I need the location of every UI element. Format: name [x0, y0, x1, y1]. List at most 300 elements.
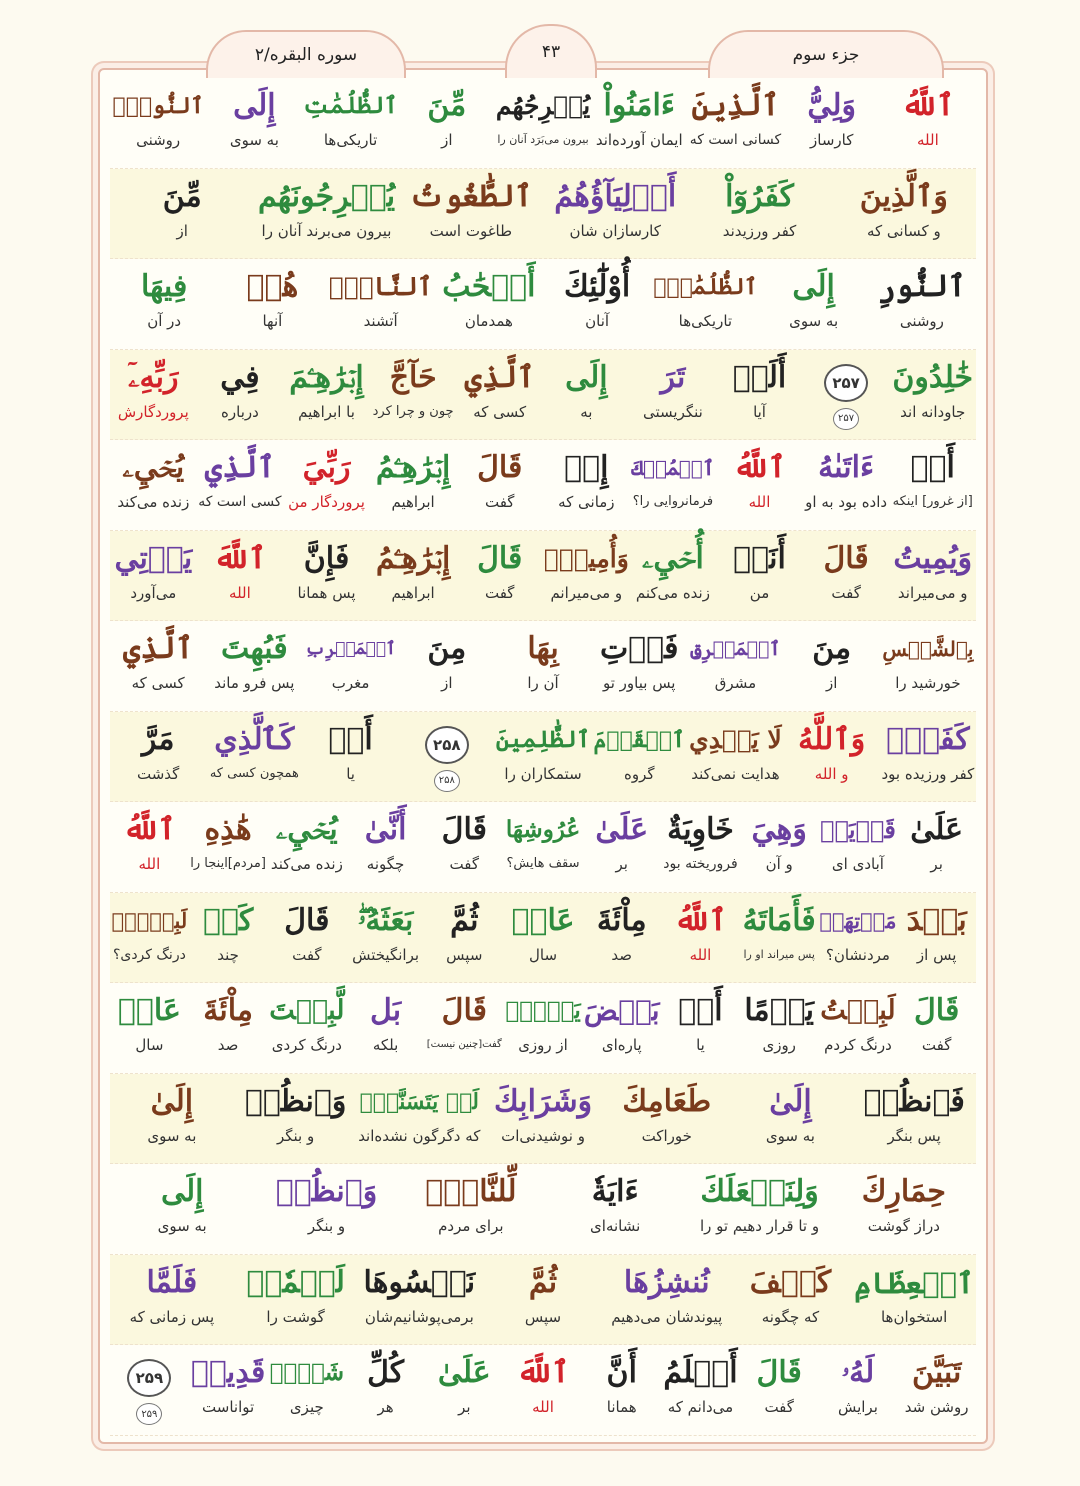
arabic-word: ثُمَّ	[528, 1264, 558, 1300]
word-cell	[582, 893, 661, 983]
arabic-word: ثُمَّ	[450, 902, 479, 938]
arabic-word: لَّبِثۡتَ	[269, 995, 345, 1026]
word-cell	[206, 712, 302, 802]
juz-label: جزء سوم	[708, 30, 944, 78]
persian-translation: و تا قرار دهیم تو را	[699, 1217, 820, 1235]
persian-translation: الله	[748, 493, 771, 511]
arabic-word: فِيهَا	[140, 269, 188, 304]
persian-translation: الله	[689, 945, 712, 964]
persian-translation: الله	[138, 855, 161, 873]
persian-translation: خورشید را	[895, 674, 961, 692]
persian-translation: بیرون می‌بَرَد آنان را	[497, 133, 589, 146]
word-cell	[543, 1164, 687, 1254]
arabic-word: وَٱنظُرۡ	[275, 1174, 378, 1209]
word-cell	[740, 802, 819, 892]
persian-translation: مشرق	[714, 674, 757, 692]
word-cell	[110, 1074, 234, 1164]
word-cell	[543, 350, 630, 440]
arabic-word: أَصۡحَٰبُ	[442, 269, 536, 304]
word-cell	[687, 621, 783, 711]
persian-translation: الله	[532, 1398, 554, 1416]
verse-number: ۲۵۹	[127, 1359, 171, 1397]
persian-translation: روشن شد	[904, 1398, 969, 1416]
arabic-word: كَفَرُوٓاْ	[725, 178, 794, 214]
persian-translation: برایش	[837, 1398, 878, 1416]
word-cell	[819, 983, 898, 1073]
persian-translation: کسی است که	[198, 494, 282, 510]
persian-translation: همدمان	[464, 312, 513, 330]
word-cell	[254, 1164, 398, 1254]
arabic-word: بَل	[370, 993, 402, 1028]
word-cell	[110, 440, 197, 530]
word-cell	[399, 169, 543, 259]
arabic-word: إِلَى	[792, 269, 835, 304]
persian-translation: به سوی	[229, 131, 279, 149]
persian-translation: یا	[346, 764, 355, 783]
persian-translation: گفت	[921, 1036, 952, 1054]
persian-translation: زنده می‌کند	[270, 855, 343, 873]
arabic-word: إِذۡ	[564, 450, 609, 485]
word-cell	[189, 1345, 268, 1435]
verse-line	[110, 802, 976, 893]
word-cell	[740, 983, 819, 1073]
word-cell	[582, 1345, 661, 1435]
persian-translation: مردنشان؟	[825, 945, 890, 964]
word-cell	[399, 1164, 543, 1254]
word-cell	[327, 259, 435, 349]
word-cell	[605, 1255, 729, 1345]
word-cell	[716, 350, 803, 440]
arabic-word: قَدِيرٞ	[190, 1355, 266, 1390]
word-cell	[687, 712, 783, 802]
persian-translation: گفت	[484, 583, 515, 602]
word-cell	[189, 893, 268, 983]
verse-line	[110, 78, 976, 169]
persian-translation: پیوندشان می‌دهیم	[611, 1307, 723, 1326]
word-cell	[504, 983, 583, 1073]
word-cell	[897, 802, 976, 892]
arabic-word: أَوۡ	[678, 993, 723, 1028]
arabic-word: لَحۡمٗاۚ	[246, 1264, 345, 1300]
persian-translation: پس همانا	[297, 583, 356, 602]
arabic-word: رَبِّهِۦٓ	[128, 359, 179, 395]
arabic-word: هَٰذِهِ	[204, 812, 252, 847]
verse-line	[110, 1074, 976, 1165]
persian-translation: پس زمانی که	[129, 1307, 215, 1326]
verse-line	[110, 712, 976, 803]
word-cell	[283, 531, 370, 621]
persian-translation: تواناست	[202, 1398, 255, 1416]
arabic-word: قَالَ	[477, 450, 523, 485]
persian-translation: پس بیاور تو	[602, 674, 676, 692]
verse-line	[110, 169, 976, 260]
arabic-word: قَالَ	[914, 993, 960, 1028]
arabic-word: مِّنَ	[162, 178, 202, 214]
arabic-word: مَرَّ	[141, 721, 175, 757]
word-cell	[456, 350, 543, 440]
arabic-word: لِّلنَّاسِۖ	[425, 1174, 517, 1209]
persian-translation: برای مردم	[438, 1217, 504, 1235]
arabic-word: عَلَىٰ	[910, 812, 964, 847]
verse-number: ۲۵۷	[824, 364, 868, 402]
arabic-word: ءَايَةٗ	[591, 1174, 639, 1209]
arabic-word: وَٱللَّهُ	[798, 721, 866, 757]
persian-translation: و نوشیدنی‌ات	[501, 1126, 585, 1145]
arabic-word: تَرَ	[660, 359, 686, 395]
arabic-word: ٱللَّهُ	[123, 812, 176, 847]
word-cell	[110, 983, 189, 1073]
verse-line	[110, 440, 976, 531]
arabic-word: كَٱلَّذِي	[214, 721, 295, 757]
persian-translation: ایمان آورده‌اند	[595, 131, 683, 149]
arabic-word: قَالَ	[756, 1355, 802, 1390]
arabic-word: عُرُوشِهَا	[505, 816, 581, 843]
arabic-word: أَلَمۡ	[732, 359, 787, 395]
word-cell	[880, 78, 976, 168]
word-cell	[630, 440, 717, 530]
word-cell	[346, 893, 425, 983]
arabic-word: يُحۡيِۦ	[275, 812, 338, 847]
arabic-word: مَوۡتِهَاۖ	[819, 907, 897, 933]
word-cell	[495, 621, 591, 711]
word-cell	[234, 1255, 358, 1345]
persian-translation: پروردگار من	[288, 493, 365, 511]
arabic-word: ٱللَّهُ	[674, 902, 727, 938]
word-cell	[897, 1345, 976, 1435]
word-cell	[880, 621, 976, 711]
word-cell	[716, 531, 803, 621]
word-cell	[110, 1164, 254, 1254]
word-cell	[197, 531, 284, 621]
word-cell	[504, 1345, 583, 1435]
persian-translation: فرمانروایی را؟	[632, 494, 714, 509]
arabic-word: أَنَّىٰ	[364, 812, 407, 847]
verse-number-marker	[399, 712, 495, 802]
word-cell	[687, 1164, 831, 1254]
word-cell	[110, 350, 197, 440]
verse-number: ۲۵۸	[425, 726, 469, 764]
persian-translation: دراز گوشت	[867, 1217, 940, 1235]
arabic-word: قَالَ	[441, 993, 487, 1028]
word-cell	[110, 712, 206, 802]
persian-translation: هدایت نمی‌کند	[691, 764, 780, 783]
persian-translation: درنگ کردم	[824, 1036, 892, 1054]
word-cell	[110, 621, 206, 711]
word-cell	[254, 169, 398, 259]
persian-translation: [مردم]اینجا را	[190, 856, 266, 871]
persian-translation: گوشت را	[266, 1307, 325, 1326]
persian-translation: می‌آورد	[130, 583, 177, 602]
word-cell	[370, 350, 457, 440]
persian-translation: آن را	[527, 674, 559, 692]
persian-translation: درباره	[221, 402, 259, 421]
word-cell	[456, 440, 543, 530]
persian-translation: بیرون می‌برند آنان را	[261, 221, 392, 240]
arabic-word: وَلِيُّ	[807, 88, 856, 123]
persian-translation: کسانی است که	[689, 132, 782, 148]
persian-translation: گفت[چنین نیست]	[426, 1039, 502, 1050]
persian-translation: تاریکی‌ها	[323, 131, 378, 149]
verse-lines	[110, 78, 976, 1436]
word-cell	[110, 1255, 234, 1345]
arabic-word: ٱللَّهُ	[901, 88, 955, 123]
verse-line	[110, 893, 976, 984]
arabic-word: ٱلَّذِينَ	[691, 88, 780, 123]
arabic-word: وَأُمِيتُۖ	[543, 543, 629, 573]
persian-translation: بر	[615, 855, 628, 873]
persian-translation: همانا	[606, 1398, 637, 1416]
verse-line	[110, 1164, 976, 1255]
persian-translation: می‌دانم که	[667, 1398, 734, 1416]
word-cell	[456, 531, 543, 621]
persian-translation: چگونه	[366, 855, 405, 873]
word-cell	[346, 802, 425, 892]
arabic-word: تَبَيَّنَ	[912, 1355, 962, 1390]
word-cell	[716, 440, 803, 530]
persian-translation: برمی‌پوشانیم‌شان	[364, 1307, 474, 1326]
persian-translation: ابراهیم	[391, 583, 435, 602]
word-cell	[803, 440, 890, 530]
verse-line	[110, 1345, 976, 1436]
verse-number-marker	[803, 350, 890, 440]
arabic-word: لَبِثۡتَۖ	[111, 907, 188, 933]
persian-translation: چیزی	[289, 1398, 324, 1416]
arabic-word: أُوْلَٰٓئِكَ	[563, 269, 631, 304]
persian-translation: گفت	[292, 945, 322, 964]
persian-translation: بر	[930, 855, 943, 873]
word-cell	[729, 1074, 853, 1164]
word-cell	[495, 78, 591, 168]
verse-line	[110, 531, 976, 622]
persian-translation: کسی که	[473, 402, 527, 421]
word-cell	[784, 621, 880, 711]
word-cell	[370, 440, 457, 530]
arabic-word: عَلَىٰ	[437, 1355, 491, 1390]
arabic-word: إِلَىٰ	[150, 1083, 194, 1119]
arabic-word: لَمۡ يَتَسَنَّهۡۖ	[359, 1088, 480, 1115]
word-cell	[591, 712, 687, 802]
word-cell	[267, 893, 346, 983]
persian-translation: گفت	[764, 1398, 794, 1416]
arabic-word: فَأَمَاتَهُ	[742, 902, 816, 938]
word-cell	[481, 1074, 605, 1164]
persian-translation: از	[441, 674, 453, 692]
persian-translation: و الله	[814, 764, 849, 783]
word-cell	[582, 802, 661, 892]
arabic-word: وَٱلَّذِينَ	[859, 178, 948, 214]
arabic-word: حَآجَّ	[389, 359, 437, 395]
arabic-word: ٱللَّهَ	[213, 540, 267, 576]
arabic-word: فَإِنَّ	[303, 540, 350, 576]
arabic-word: لَا يَهۡدِي	[689, 724, 782, 754]
persian-translation: همچون کسی که	[209, 765, 299, 781]
arabic-word: يَوۡمًا	[744, 993, 814, 1028]
word-cell	[852, 1255, 976, 1345]
arabic-word: ٱلَّذِي	[122, 631, 194, 666]
persian-translation: [از غرور] اینکه	[892, 494, 973, 509]
word-cell	[267, 802, 346, 892]
surah-label: سوره البقره/۲	[206, 30, 406, 78]
verse-line	[110, 350, 976, 441]
verse-line	[110, 1255, 976, 1346]
persian-translation: چند	[217, 945, 239, 964]
persian-translation: من	[749, 583, 770, 602]
verse-number-marker	[110, 1345, 189, 1435]
word-cell	[880, 712, 976, 802]
arabic-word: وَلِنَجۡعَلَكَ	[700, 1174, 819, 1209]
persian-translation: تاریکی‌ها	[678, 312, 733, 330]
persian-translation: آنها	[262, 312, 283, 330]
arabic-word: ٱلَّذِي	[464, 359, 535, 395]
persian-translation: سقف هایش؟	[506, 856, 580, 871]
word-cell	[661, 802, 740, 892]
persian-translation: سال	[529, 945, 558, 964]
persian-translation: گفت	[484, 493, 515, 511]
arabic-word: بَعَثَهُۥۖ	[357, 902, 414, 938]
word-cell	[591, 621, 687, 711]
word-cell	[760, 259, 868, 349]
persian-translation: جاودانه اند	[900, 402, 966, 421]
word-cell	[897, 893, 976, 983]
word-cell	[889, 531, 976, 621]
arabic-word: ٱلظُّلُمَٰتِ	[303, 92, 398, 119]
arabic-word: قَرۡيَةٖ	[820, 815, 896, 844]
word-cell	[504, 893, 583, 983]
word-cell	[543, 259, 651, 349]
persian-translation: زنده می‌کنم	[635, 583, 710, 602]
arabic-word: كُلِّ	[367, 1355, 405, 1390]
arabic-word: ٱلطَّٰغُوتُ	[409, 178, 533, 214]
arabic-word: ٱلۡقَوۡمَ	[593, 726, 685, 753]
arabic-word: وَٱنظُرۡ	[244, 1083, 347, 1119]
persian-translation: یا	[696, 1036, 705, 1054]
arabic-word: حِمَارِكَ	[861, 1174, 946, 1209]
arabic-word: ٱلۡمَشۡرِقِ	[690, 638, 781, 660]
word-cell	[189, 802, 268, 892]
arabic-word: أُحۡيِۦ	[641, 540, 704, 576]
persian-translation: به سوی	[765, 1126, 815, 1145]
arabic-word: أَوۡ	[328, 721, 373, 757]
word-cell	[234, 1074, 358, 1164]
arabic-word: إِبۡرَٰهِـۧمَ	[289, 359, 364, 395]
arabic-word: كَفَرَۗ	[886, 721, 970, 757]
persian-translation: فروریخته بود	[663, 856, 738, 872]
persian-translation: داده بود به او	[805, 493, 888, 511]
word-cell	[661, 983, 740, 1073]
persian-translation: پس بنگر	[887, 1126, 941, 1145]
persian-translation: هر	[377, 1398, 394, 1416]
word-cell	[399, 621, 495, 711]
word-cell	[302, 78, 398, 168]
persian-translation: روشنی	[136, 131, 181, 149]
persian-translation: و می‌میراند	[897, 583, 968, 602]
persian-translation: نشانه‌ای	[590, 1217, 641, 1235]
word-cell	[218, 259, 326, 349]
arabic-word: أَنَا۠	[733, 540, 786, 576]
word-cell	[803, 531, 890, 621]
persian-translation: آبادی ای	[831, 855, 884, 873]
persian-translation: آتشند	[363, 312, 398, 330]
arabic-word: فَٱنظُرۡ	[863, 1083, 965, 1119]
arabic-word: ٱللَّهَ	[516, 1355, 570, 1390]
arabic-word: عَامٖ	[117, 993, 181, 1028]
word-cell	[819, 1345, 898, 1435]
persian-translation: سپس	[524, 1307, 562, 1326]
arabic-word: بَعۡدَ	[906, 902, 967, 938]
persian-translation: و کسانی که	[866, 221, 941, 240]
word-cell	[495, 712, 591, 802]
persian-translation: که دگرگون نشده‌اند	[358, 1126, 481, 1145]
word-cell	[302, 712, 398, 802]
word-cell	[206, 621, 302, 711]
arabic-word: يُخۡرِجُونَهُم	[257, 178, 396, 214]
arabic-word: إِلَى	[160, 1174, 204, 1209]
persian-translation: پس فرو ماند	[214, 674, 295, 692]
word-cell	[267, 1345, 346, 1435]
word-cell	[889, 440, 976, 530]
word-cell	[630, 350, 717, 440]
persian-translation: از	[825, 674, 838, 692]
arabic-word: مِنَ	[427, 631, 467, 666]
persian-translation: روشنی	[899, 312, 944, 330]
arabic-word: يُحۡيِۦ	[122, 450, 185, 485]
word-cell	[110, 802, 189, 892]
word-cell	[197, 440, 284, 530]
arabic-word: أَوۡلِيَآؤُهُمُ	[554, 178, 677, 214]
persian-translation: کفر ورزیدند	[722, 221, 797, 240]
persian-translation: و آن	[765, 855, 793, 873]
persian-translation: ستمکاران را	[504, 764, 582, 783]
arabic-word: يَوۡمٖۖ	[505, 997, 581, 1024]
arabic-word: عَامٖ	[511, 902, 575, 938]
arabic-word: فَلَمَّا	[146, 1264, 198, 1300]
arabic-word: مِاْئَةَ	[203, 993, 253, 1028]
arabic-word: قَالَ	[441, 812, 487, 847]
word-cell	[425, 802, 504, 892]
persian-translation: مغرب	[331, 674, 370, 692]
persian-translation: از	[441, 131, 453, 149]
word-cell	[832, 1164, 976, 1254]
word-cell	[110, 169, 254, 259]
arabic-word: قَالَ	[477, 540, 523, 576]
word-cell	[582, 983, 661, 1073]
persian-translation: گروه	[623, 764, 655, 783]
word-cell	[504, 802, 583, 892]
word-cell	[543, 169, 687, 259]
persian-translation: کسی که	[131, 674, 185, 692]
arabic-word: ٱلۡمَغۡرِبِ	[305, 639, 396, 659]
arabic-word: خَٰلِدُونَ	[892, 359, 974, 395]
arabic-word: ٱلۡمُلۡكَ	[631, 456, 715, 480]
persian-translation: پس میراند او را	[743, 947, 815, 961]
arabic-word: إِلَىٰ	[769, 1083, 812, 1119]
arabic-word: يَأۡتِي	[114, 540, 193, 576]
verse-line	[110, 259, 976, 350]
persian-translation: روزی	[762, 1036, 796, 1054]
persian-translation: آیا	[753, 402, 766, 421]
word-cell	[832, 169, 976, 259]
word-cell	[687, 169, 831, 259]
word-cell	[357, 1074, 481, 1164]
word-cell	[651, 259, 759, 349]
persian-translation: سپس	[446, 945, 483, 964]
arabic-word: أَنۡ	[910, 450, 955, 485]
word-cell	[283, 440, 370, 530]
word-cell	[897, 983, 976, 1073]
word-cell	[729, 1255, 853, 1345]
persian-translation: پروردگارش	[117, 402, 189, 421]
persian-translation: صد	[611, 945, 633, 964]
